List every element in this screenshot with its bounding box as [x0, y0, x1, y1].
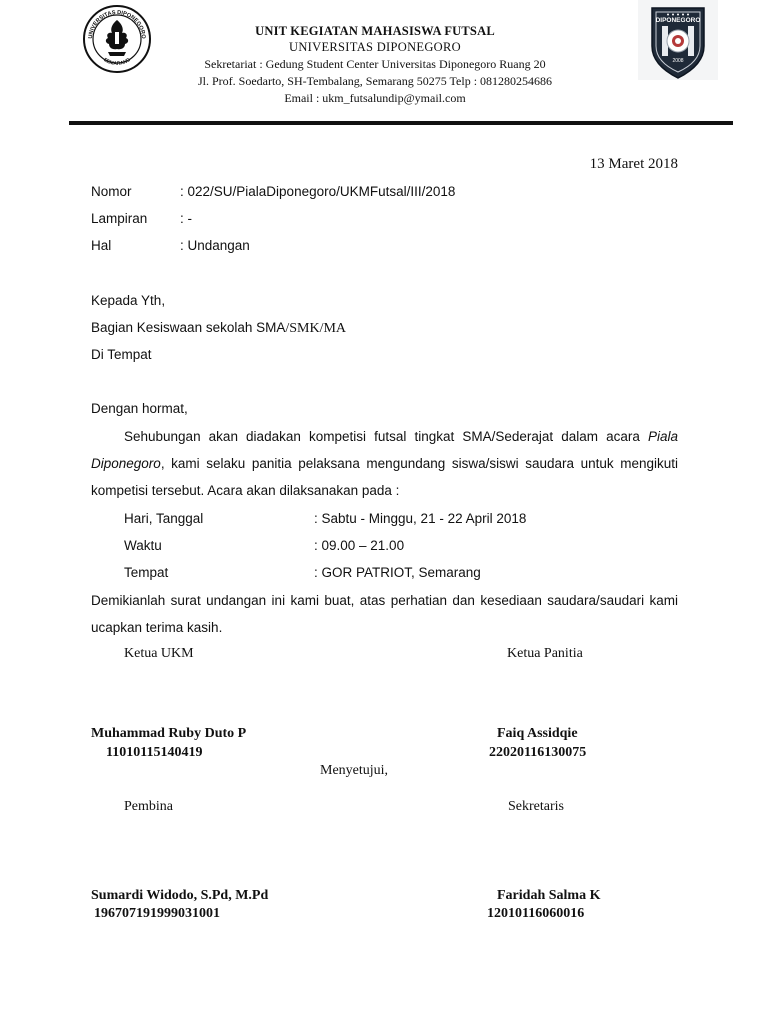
body-paragraph [91, 423, 678, 504]
signature-role-ketua-panitia: Ketua Panitia [507, 646, 583, 661]
greeting: Dengan hormat, [91, 401, 188, 416]
signature-name-pembina: Sumardi Widodo, S.Pd, M.Pd [91, 888, 269, 903]
detail-label-time: Waktu [124, 538, 162, 553]
recipient-line-3: Di Tempat [91, 347, 152, 362]
crest-text: DIPONEGORO [655, 17, 701, 24]
paragraph-text-before: Sehubungan akan diadakan kompetisi futsal tingkat SMA/Sederajat dalam acara [124, 429, 648, 444]
signature-id-sekretaris: 12010116060016 [487, 906, 585, 921]
event-name-italic: Piala Diponegoro [91, 429, 678, 471]
field-label-nomor: Nomor [91, 184, 132, 199]
field-value-lampiran: : - [180, 211, 192, 226]
letter-date: 13 Maret 2018 [589, 156, 678, 172]
recipient-line-2 [91, 320, 346, 337]
signature-id-pembina: 196707191999031001 [94, 906, 220, 921]
crest-year: 2008 [672, 58, 684, 64]
signature-id-ketua-panitia: 22020116130075 [489, 745, 587, 760]
letterhead-divider [69, 121, 733, 125]
seal-text-top: UNIVERSITAS DIPONEGORO [87, 9, 147, 39]
approval-label: Menyetujui, [320, 763, 389, 778]
paragraph-text-after: , kami selaku panitia pelaksana mengundang siswa/siswi saudara untuk mengikuti kompetisi tersebut. Acara akan dilaksanakan pada : [91, 456, 678, 498]
recipient-line-2-sans: Bagian Kesiswaan sekolah SMA [91, 320, 286, 335]
signature-name-sekretaris: Faridah Salma K [497, 888, 601, 903]
detail-value-time: : 09.00 – 21.00 [314, 538, 405, 553]
signature-role-pembina: Pembina [124, 799, 173, 814]
detail-label-place: Tempat [124, 565, 169, 580]
signature-role-sekretaris: Sekretaris [508, 799, 564, 814]
address-line: Jl. Prof. Soedarto, SH-Tembalang, Semarang 50275 Telp : 081280254686 [197, 74, 553, 88]
closing-paragraph: Demikianlah surat undangan ini kami buat, atas perhatian dan kesediaan saudara/saudari kami ucapkan terima kasih. [91, 593, 678, 635]
field-value-hal: : Undangan [180, 238, 250, 253]
detail-value-place: : GOR PATRIOT, Semarang [314, 565, 481, 580]
university-seal-logo [82, 2, 152, 76]
signature-id-ketua-ukm: 11010115140419 [106, 745, 203, 760]
seal-text-bottom: SEMARANG [102, 56, 132, 67]
org-title: UNIT KEGIATAN MAHASISWA FUTSAL [255, 24, 495, 38]
university-name: UNIVERSITAS DIPONEGORO [289, 40, 461, 54]
recipient-line-2-serif: /SMK/MA [285, 321, 347, 336]
futsal-club-crest-logo [638, 0, 718, 80]
field-label-hal: Hal [91, 238, 112, 253]
field-label-lampiran: Lampiran [91, 211, 148, 226]
signature-name-ketua-panitia: Faiq Assidqie [497, 726, 578, 741]
secretariat-line: Sekretariat : Gedung Student Center Universitas Diponegoro Ruang 20 [204, 57, 546, 71]
field-value-nomor: : 022/SU/PialaDiponegoro/UKMFutsal/III/2018 [180, 184, 456, 199]
recipient-line-1: Kepada Yth, [91, 293, 166, 308]
signature-role-ketua-ukm: Ketua UKM [124, 646, 194, 661]
signature-name-ketua-ukm: Muhammad Ruby Duto P [91, 726, 247, 741]
detail-label-date: Hari, Tanggal [124, 511, 204, 526]
detail-value-date: : Sabtu - Minggu, 21 - 22 April 2018 [314, 511, 527, 526]
email-line: Email : ukm_futsalundip@ymail.com [284, 91, 466, 105]
